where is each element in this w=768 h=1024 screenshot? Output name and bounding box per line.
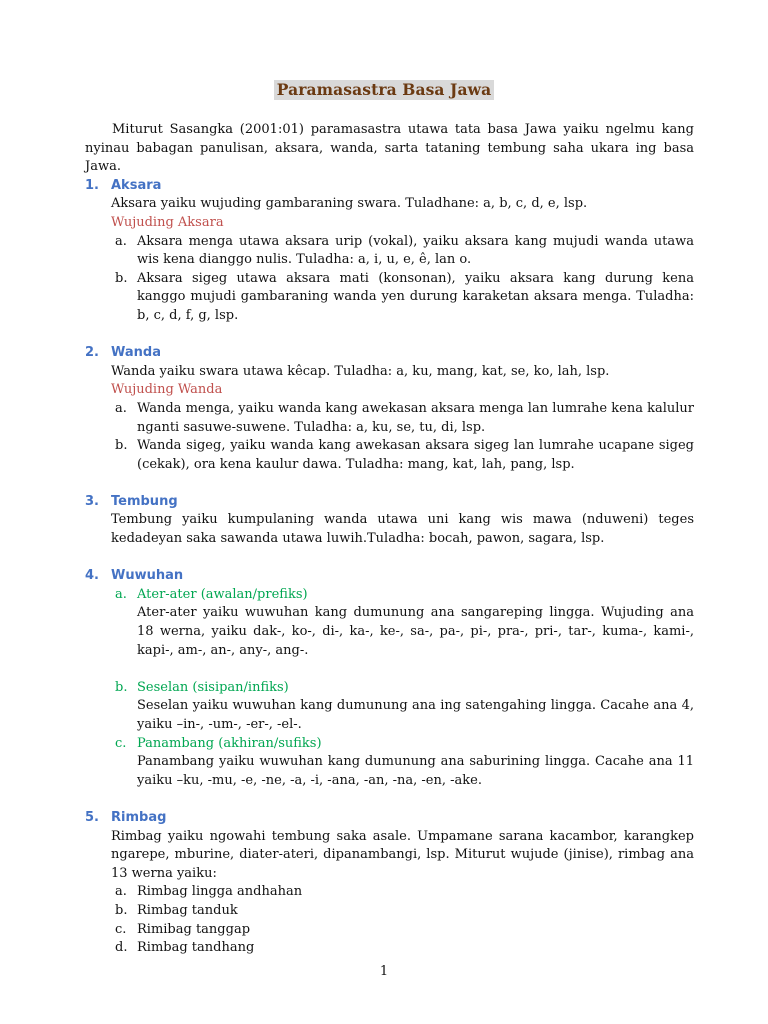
item-text: Seselan yaiku wuwuhan kang dumunung ana ing satengahing lingga. Cacahe ana 4, yaiku –in-, -um-, -er-, -el-. <box>137 698 694 732</box>
item-marker: b. <box>115 679 128 695</box>
spacer <box>111 660 694 679</box>
section-title: Aksara <box>111 177 162 193</box>
item-text: Rimbag tandhang <box>137 940 255 956</box>
page-title: Paramasastra Basa Jawa <box>274 80 494 100</box>
section-wuwuhan <box>85 567 694 790</box>
list-item <box>111 902 694 921</box>
item-text: Wanda menga, yaiku wanda kang awekasan aksara menga lan lumrahe kena kalulur nganti sasuwe-suwene. Tuladha: a, ku, se, tu, di, lsp. <box>137 400 694 435</box>
item-text: Panambang yaiku wuwuhan kang dumunung ana saburining lingga. Cacahe ana 11 yaiku –ku, -mu, -e, -ne, -a, -i, -ana, -an, -na, -en, -ake. <box>137 754 694 788</box>
title-wrap <box>0 80 768 102</box>
list-item <box>111 270 694 326</box>
item-marker: c. <box>115 921 127 937</box>
section-title: Tembung <box>111 493 178 509</box>
item-marker: a. <box>115 400 127 416</box>
list-item <box>111 883 694 902</box>
list-item <box>111 586 694 660</box>
item-list <box>111 400 694 474</box>
section-body: Tembung yaiku kumpulaning wanda utawa uni kang wis mawa (nduweni) teges kedadeyan saka sawanda utawa luwih.Tuladha: bocah, pawon, sagara, lsp. <box>111 512 694 547</box>
item-marker: d. <box>115 940 128 956</box>
list-item <box>111 233 694 270</box>
item-list <box>111 883 694 957</box>
section-aksara <box>85 177 694 326</box>
document-body <box>85 121 694 958</box>
intro-paragraph: Miturut Sasangka (2001:01) paramasastra utawa tata basa Jawa yaiku ngelmu kang nyinau babagan panulisan, aksara, wanda, sarta tataning tembung saha ukara ing basa Jawa. <box>85 122 694 175</box>
section-heading <box>85 177 694 196</box>
subheading: Wujuding Aksara <box>111 214 224 230</box>
item-text: Rimbag tanduk <box>137 902 238 918</box>
item-text: Wanda sigeg, yaiku wanda kang awekasan aksara sigeg lan lumrahe ucapane sigeg (cekak), ora kena kaulur dawa. Tuladha: mang, kat, lah, pang, lsp. <box>137 438 694 472</box>
section-body: Wanda yaiku swara utawa kêcap. Tuladha: a, ku, mang, kat, se, ko, lah, lsp. <box>111 363 610 379</box>
item-text: Rimibag tanggap <box>137 921 251 937</box>
section-number: 4. <box>85 568 99 584</box>
item-label: Ater-ater (awalan/prefiks) <box>137 586 308 602</box>
item-text: Rimbag lingga andhahan <box>137 884 303 900</box>
page-number: 1 <box>379 964 389 979</box>
section-heading <box>85 493 694 512</box>
section-body: Rimbag yaiku ngowahi tembung saka asale. Umpamane sarana kacambor, karangkep ngarepe, mburine, diater-ateri, dipanambangi, lsp. Miturut wujude (jinise), rimbag ana 13 werna yaiku: <box>111 828 694 881</box>
item-list <box>111 233 694 326</box>
section-heading <box>85 809 694 828</box>
section-wanda <box>85 344 694 474</box>
subheading: Wujuding Wanda <box>111 382 223 398</box>
item-marker: c. <box>115 735 127 751</box>
section-number: 5. <box>85 809 99 825</box>
section-title: Wanda <box>111 345 161 361</box>
section-body: Aksara yaiku wujuding gambaraning swara. Tuladhane: a, b, c, d, e, lsp. <box>111 196 588 212</box>
section-heading <box>85 567 694 586</box>
spacer <box>85 326 694 345</box>
list-item <box>111 679 694 735</box>
item-marker: b. <box>115 438 128 454</box>
item-text: Aksara menga utawa aksara urip (vokal), yaiku aksara kang mujudi wanda utawa wis kena dianggo nulis. Tuladha: a, i, u, e, ê, lan o. <box>137 233 694 268</box>
item-list <box>111 586 694 791</box>
list-item <box>111 735 694 791</box>
section-title: Rimbag <box>111 809 167 825</box>
list-item <box>111 400 694 437</box>
spacer <box>85 790 694 809</box>
section-number: 3. <box>85 493 99 509</box>
item-marker: b. <box>115 270 128 286</box>
item-text: Ater-ater yaiku wuwuhan kang dumunung ana sangareping lingga. Wujuding ana 18 werna, yaiku dak-, ko-, di-, ka-, ke-, sa-, pa-, pi-, pra-, pri-, tar-, kuma-, kami-, kapi-, am-, an-, any-, ang-. <box>137 605 694 658</box>
item-marker: b. <box>115 902 128 918</box>
list-item <box>111 921 694 940</box>
list-item <box>111 939 694 958</box>
item-label: Seselan (sisipan/infiks) <box>137 679 289 695</box>
section-tembung <box>85 493 694 549</box>
item-text: Aksara sigeg utawa aksara mati (konsonan), yaiku aksara kang durung kena kanggo mujudi gambaraning wanda yen durung karaketan aksara menga. Tuladha: b, c, d, f, g, lsp. <box>137 270 694 323</box>
list-item <box>111 437 694 474</box>
section-number: 1. <box>85 177 99 193</box>
section-heading <box>85 344 694 363</box>
item-marker: a. <box>115 884 127 900</box>
section-number: 2. <box>85 345 99 361</box>
item-marker: a. <box>115 233 127 249</box>
spacer <box>85 549 694 568</box>
spacer <box>85 474 694 493</box>
item-marker: a. <box>115 586 127 602</box>
section-title: Wuwuhan <box>111 568 184 584</box>
item-label: Panambang (akhiran/sufiks) <box>137 735 322 751</box>
section-rimbag <box>85 809 694 958</box>
